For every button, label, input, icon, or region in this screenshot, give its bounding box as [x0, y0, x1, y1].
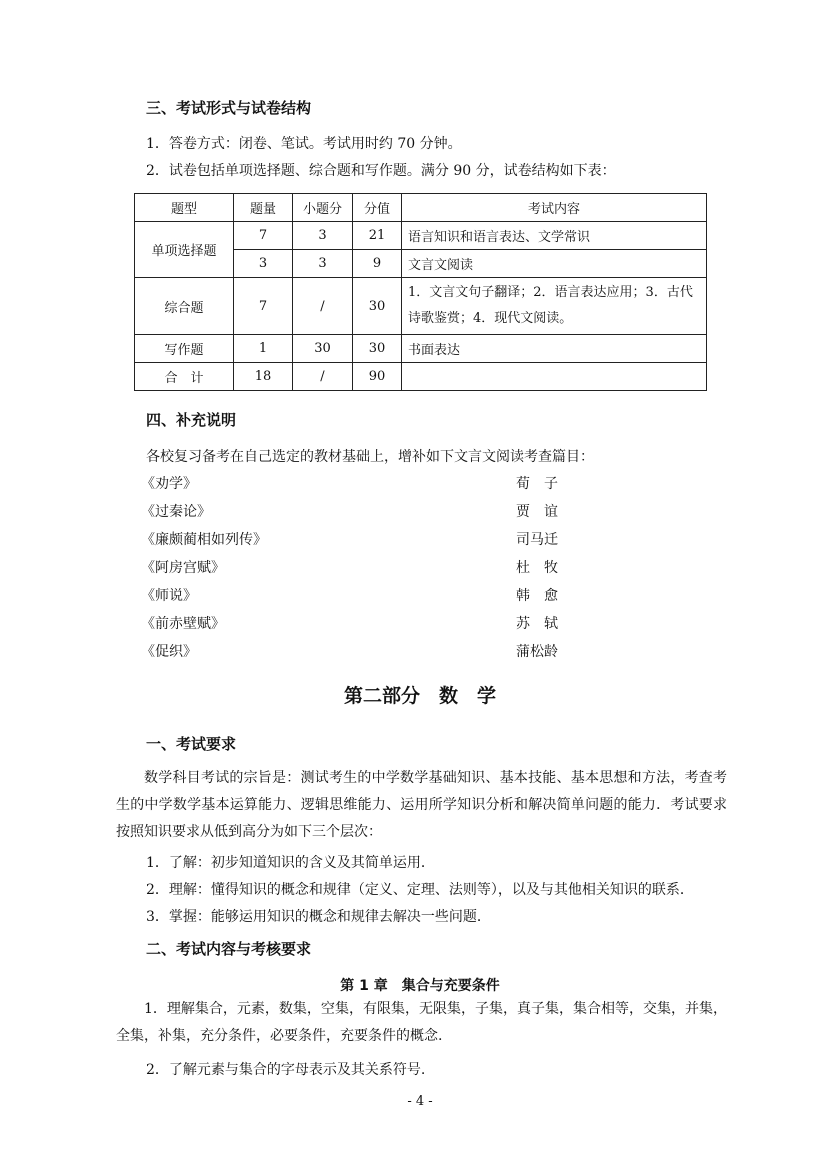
table-header-row [135, 194, 707, 222]
table-row [135, 335, 707, 363]
table-cell: 18 [234, 363, 293, 391]
table-cell: 30 [353, 335, 402, 363]
supplement-intro: 各校复习备考在自己选定的教材基础上，增补如下文言文阅读考查篇目： [146, 449, 594, 465]
section-heading-exam-format: 三、考试形式与试卷结构 [146, 99, 312, 117]
table-cell: 3 [293, 222, 353, 250]
work-author: 蒲松龄 [516, 644, 558, 660]
chapter-title: 第 1 章 集合与充要条件 [340, 978, 500, 994]
work-title: 《前赤壁赋》 [141, 616, 225, 632]
header-cell: 小题分 [293, 194, 353, 222]
table-cell: 文言文阅读 [402, 250, 707, 278]
level-item: 1．了解：初步知道知识的含义及其简单运用． [146, 855, 435, 871]
table-row [135, 278, 707, 335]
chapter-item-paragraph [116, 996, 727, 1050]
work-author: 杜 牧 [516, 560, 558, 576]
work-title: 《师说》 [141, 588, 197, 604]
table-cell: 7 [234, 222, 293, 250]
exam-structure-table [134, 193, 707, 391]
page-number: - 4 - [407, 1094, 433, 1109]
table-cell: 综合题 [135, 278, 234, 335]
table-cell: 7 [234, 278, 293, 335]
answer-method-line: 1．答卷方式：闭卷、笔试。考试用时约 70 分钟。 [146, 136, 462, 152]
work-author: 司马迁 [516, 532, 558, 548]
level-item: 2．理解：懂得知识的概念和规律（定义、定理、法则等），以及与其他相关知识的联系． [146, 882, 694, 898]
table-cell: 书面表达 [402, 335, 707, 363]
work-author: 韩 愈 [516, 588, 558, 604]
level-item: 3．掌握：能够运用知识的概念和规律去解决一些问题． [146, 909, 491, 925]
table-cell: / [293, 363, 353, 391]
table-cell: 1．文言文句子翻译；2．语言表达应用；3．古代诗歌鉴赏；4．现代文阅读。 [402, 278, 707, 335]
work-title: 《廉颇蔺相如列传》 [141, 532, 267, 548]
table-cell: 30 [353, 278, 402, 335]
work-title: 《劝学》 [141, 476, 197, 492]
table-cell: / [293, 278, 353, 335]
table-cell: 1 [234, 335, 293, 363]
header-cell: 题量 [234, 194, 293, 222]
chapter-item-text: 1．理解集合，元素，数集，空集，有限集，无限集，子集，真子集，集合相等，交集，并集，全集，补集，充分条件，必要条件，充要条件的概念. [116, 1001, 727, 1044]
part-title: 第二部分 数 学 [343, 685, 496, 707]
section-heading-exam-requirements: 一、考试要求 [146, 735, 237, 753]
work-title: 《促织》 [141, 644, 197, 660]
table-cell [402, 363, 707, 391]
table-cell: 写作题 [135, 335, 234, 363]
work-author: 贾 谊 [516, 504, 558, 520]
requirements-text: 数学科目考试的宗旨是：测试考生的中学数学基础知识、基本技能、基本思想和方法，考查考生的中学数学基本运算能力、逻辑思维能力、运用所学知识分析和解决简单问题的能力．考试要求按照知识要求从低到高分为如下三个层次： [116, 770, 727, 840]
header-cell: 分值 [353, 194, 402, 222]
header-cell: 题型 [135, 194, 234, 222]
work-author: 苏 轼 [516, 616, 558, 632]
table-cell: 21 [353, 222, 402, 250]
table-cell: 3 [293, 250, 353, 278]
work-title: 《过秦论》 [141, 504, 211, 520]
work-author: 荀 子 [516, 476, 558, 492]
table-row [135, 222, 707, 250]
work-title: 《阿房宫赋》 [141, 560, 225, 576]
table-cell: 90 [353, 363, 402, 391]
table-cell: 30 [293, 335, 353, 363]
table-cell: 语言知识和语言表达、文学常识 [402, 222, 707, 250]
section-heading-supplement: 四、补充说明 [146, 411, 237, 429]
table-cell: 9 [353, 250, 402, 278]
header-cell: 考试内容 [402, 194, 707, 222]
table-cell: 合 计 [135, 363, 234, 391]
table-row-total [135, 363, 707, 391]
table-cell: 3 [234, 250, 293, 278]
requirements-paragraph [116, 765, 727, 846]
chapter-item: 2．了解元素与集合的字母表示及其关系符号. [146, 1062, 426, 1078]
paper-structure-line: 2．试卷包括单项选择题、综合题和写作题。满分 90 分，试卷结构如下表： [146, 163, 616, 179]
section-heading-content: 二、考试内容与考核要求 [146, 940, 312, 958]
table-cell: 单项选择题 [135, 222, 234, 278]
